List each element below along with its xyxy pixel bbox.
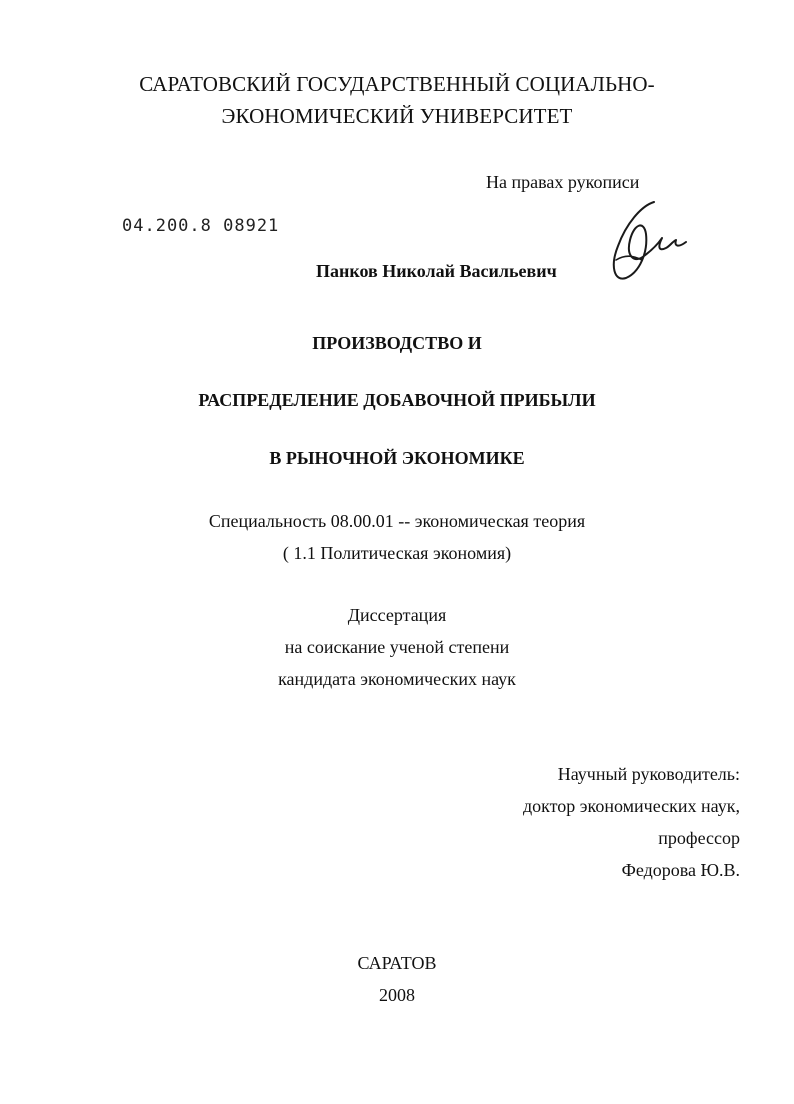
registration-number: 04.200.8 08921 [122, 216, 280, 236]
dissertation-field-line: кандидата экономических наук [278, 669, 516, 689]
dissertation-degree-line: на соискание ученой степени [284, 637, 510, 657]
year: 2008 [379, 985, 415, 1005]
supervisor-title: профессор [658, 828, 740, 848]
specialty-line2: ( 1.1 Политическая экономия) [282, 543, 512, 563]
university-name-line2: ЭКОНОМИЧЕСКИЙ УНИВЕРСИТЕТ [221, 104, 573, 128]
dissertation-label: Диссертация [347, 605, 447, 625]
title-line1: ПРОИЗВОДСТВО И [312, 333, 482, 353]
author-name: Панков Николай Васильевич [316, 261, 557, 281]
title-line3: В РЫНОЧНОЙ ЭКОНОМИКЕ [269, 448, 525, 468]
manuscript-note: На правах рукописи [486, 172, 640, 192]
supervisor-name: Федорова Ю.В. [621, 860, 740, 880]
signature-image [596, 194, 696, 294]
city: САРАТОВ [357, 953, 437, 973]
university-name-line1: САРАТОВСКИЙ ГОСУДАРСТВЕННЫЙ СОЦИАЛЬНО- [139, 72, 655, 96]
supervisor-degree: доктор экономических наук, [523, 796, 740, 816]
title-line2: РАСПРЕДЕЛЕНИЕ ДОБАВОЧНОЙ ПРИБЫЛИ [198, 390, 596, 410]
supervisor-label: Научный руководитель: [557, 764, 740, 784]
specialty-line1: Специальность 08.00.01 -- экономическая теория [208, 511, 586, 531]
